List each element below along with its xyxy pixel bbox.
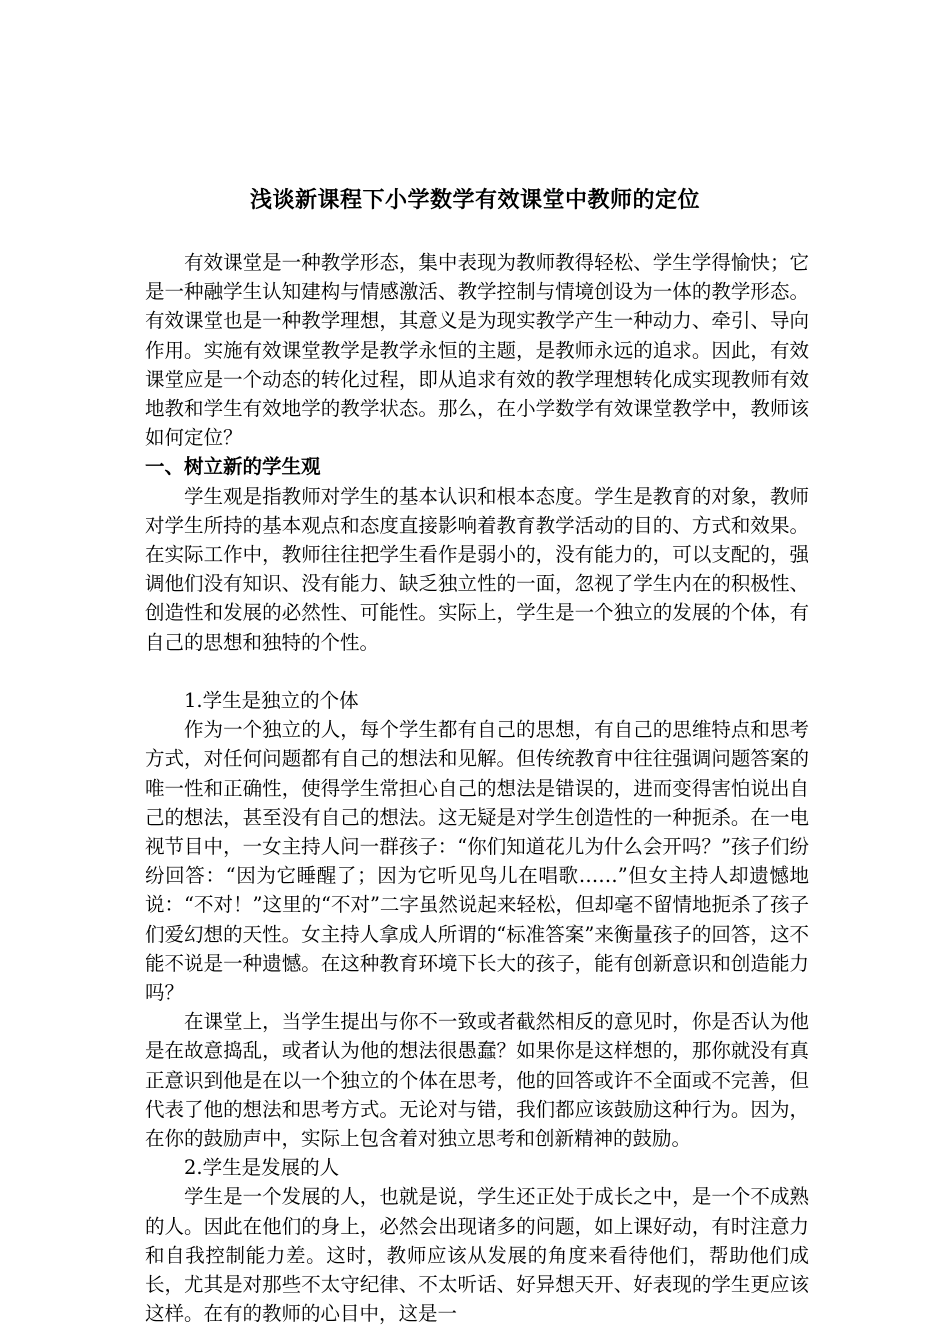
subsection-1-paragraph-2: 在课堂上，当学生提出与你不一致或者截然相反的意见时，你是否认为他是在故意捣乱，或者认为他的想法很愚蠢？如果你是这样想的，那你就没有真正意识到他是在以一个独立的个体在思考，他的回答或许不全面或不完善，但代表了他的想法和思考方式。无论对与错，我们都应该鼓励这种行为。因为，在你的鼓励声中，实际上包含着对独立思考和创新精神的鼓励。 [145, 1010, 809, 1151]
subsection-1-heading: 1.学生是独立的个体 [184, 689, 359, 713]
subsection-1-paragraph-1: 作为一个独立的人，每个学生都有自己的思想，有自己的思维特点和思考方式，对任何问题都有自己的想法和见解。但传统教育中往往强调问题答案的唯一性和正确性，使得学生常担心自己的想法是错误的，进而变得害怕说出自己的想法，甚至没有自己的想法。这无疑是对学生创造性的一种扼杀。在一电视节目中，一女主持人问一群孩子：“你们知道花儿为什么会开吗？”孩子们纷纷回答：“因为它睡醒了；因为它听见鸟儿在唱歌……”但女主持人却遗憾地说：“不对！”这里的“不对”二字虽然说起来轻松，但却毫不留情地扼杀了孩子们爱幻想的天性。女主持人拿成人所谓的“标准答案”来衡量孩子的回答，这不能不说是一种遗憾。在这种教育环境下长大的孩子，能有创新意识和创造能力吗？ [145, 718, 809, 1005]
subsection-2-heading: 2.学生是发展的人 [184, 1156, 340, 1180]
document-title: 浅谈新课程下小学数学有效课堂中教师的定位 [249, 187, 700, 213]
section-1-paragraph: 学生观是指教师对学生的基本认识和根本态度。学生是教育的对象，教师对学生所持的基本观点和态度直接影响着教育教学活动的目的、方式和效果。在实际工作中，教师往往把学生看作是弱小的，没有能力的，可以支配的，强调他们没有知识、没有能力、缺乏独立性的一面，忽视了学生内在的积极性、创造性和发展的必然性、可能性。实际上，学生是一个独立的发展的个体，有自己的思想和独特的个性。 [145, 484, 809, 654]
blank-line [145, 657, 809, 686]
intro-paragraph: 有效课堂是一种教学形态，集中表现为教师教得轻松、学生学得愉快；它是一种融学生认知建构与情感激活、教学控制与情境创设为一体的教学形态。有效课堂也是一种教学理想，其意义是为现实教学产生一种动力、牵引、导向作用。实施有效课堂教学是教学永恒的主题，是教师永远的追求。因此，有效课堂应是一个动态的转化过程，即从追求有效的教学理想转化成实现教师有效地教和学生有效地学的教学状态。那么，在小学数学有效课堂教学中，教师该如何定位？ [145, 251, 809, 450]
subsection-2-paragraph-1: 学生是一个发展的人，也就是说，学生还正处于成长之中，是一个不成熟的人。因此在他们的身上，必然会出现诸多的问题，如上课好动，有时注意力和自我控制能力差。这时，教师应该从发展的角度来看待他们，帮助他们成长，尤其是对那些不太守纪律、不太听话、好异想天开、好表现的学生更应该这样。在有的教师的心目中，这是一 [145, 1185, 809, 1326]
section-1-heading: 一、树立新的学生观 [145, 455, 321, 479]
document-body [145, 248, 809, 1329]
